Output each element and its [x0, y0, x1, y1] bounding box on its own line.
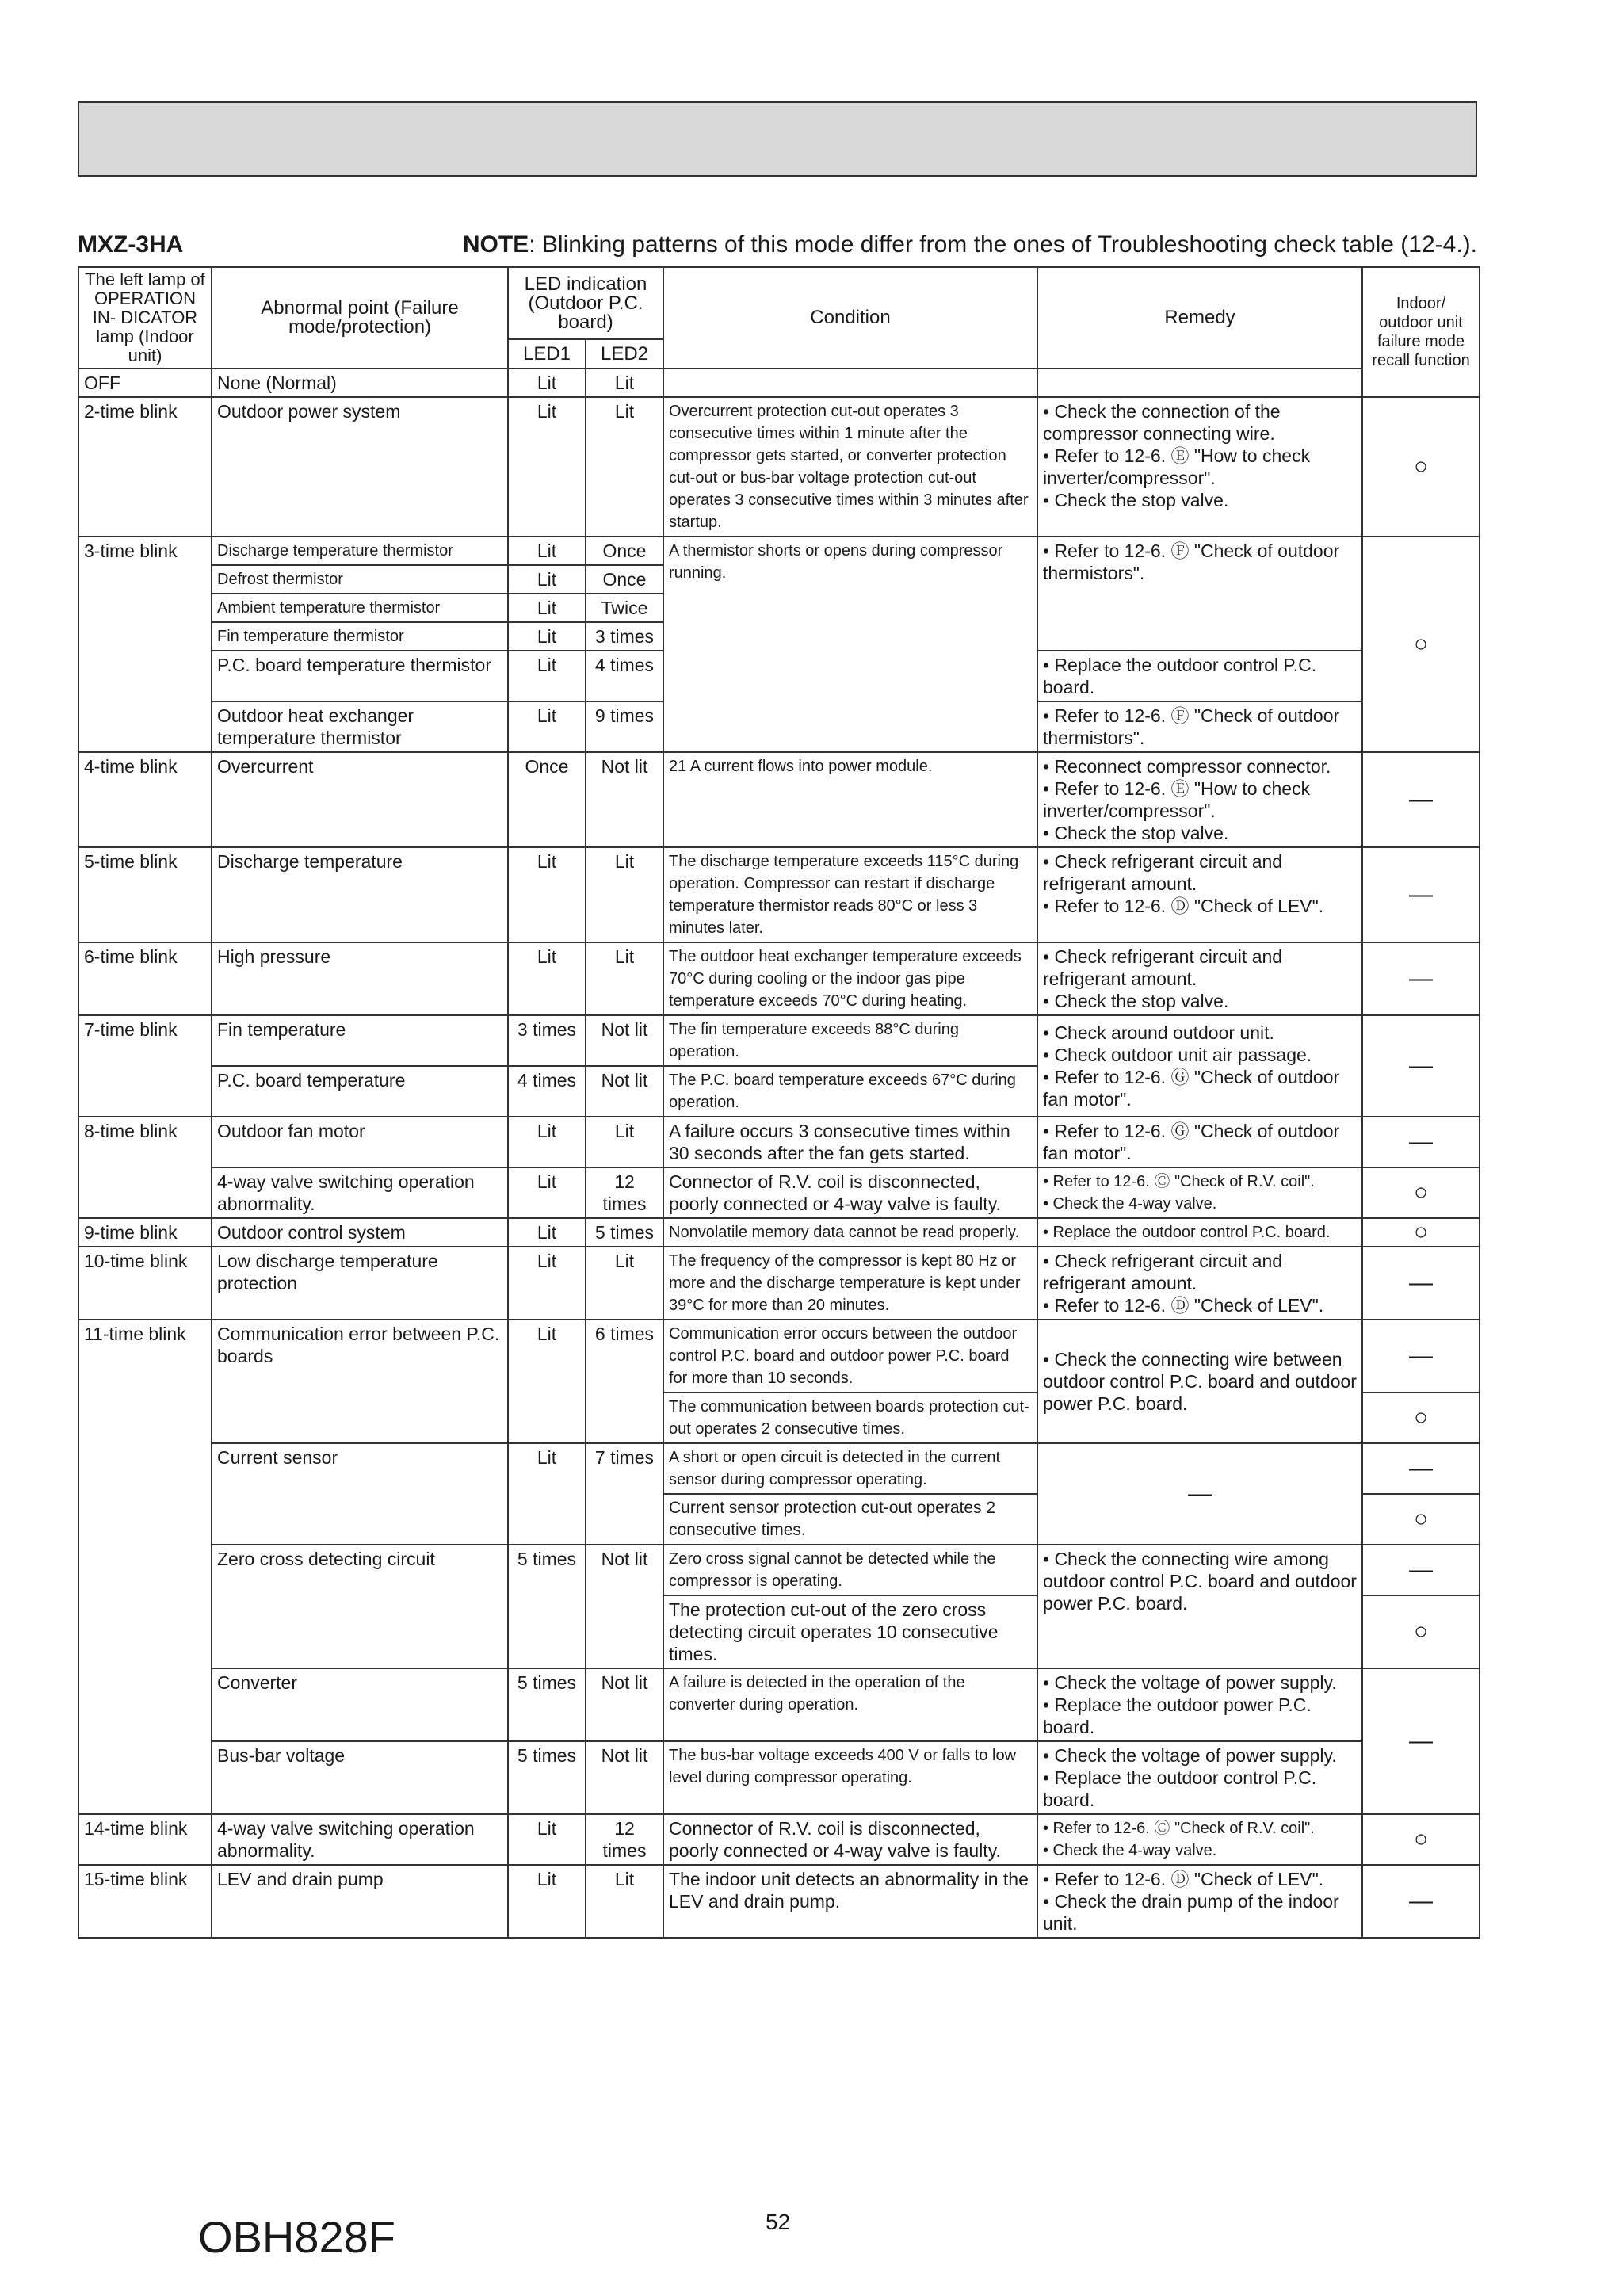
header-led: LED indication (Outdoor P.C. board) — [508, 267, 663, 339]
led2: Lit — [586, 1117, 663, 1167]
remedy — [1037, 397, 1362, 537]
led1: Lit — [508, 1218, 586, 1247]
condition: Overcurrent protection cut-out operates 3 consecutive times within 1 minute after the compressor gets started, or converter protection cut-out or bus-bar voltage protection cut-out operates 3 consecutive times within 3 minutes after startup. — [663, 397, 1037, 537]
condition: The outdoor heat exchanger temperature exceeds 70°C during cooling or the indoor gas pipe temperature exceeds 70°C during heating. — [663, 942, 1037, 1015]
remedy-item: • Refer to 12-6. Ⓖ "Check of outdoor fan motor". — [1043, 1067, 1340, 1110]
remedy: • Refer to 12-6. Ⓕ "Check of outdoor thermistors". — [1037, 701, 1362, 752]
abnormal-point: Defrost thermistor — [212, 565, 508, 594]
header-condition: Condition — [663, 267, 1037, 369]
table-row — [78, 369, 1480, 397]
remedy — [1037, 847, 1362, 942]
led2: Not lit — [586, 1741, 663, 1814]
led2: Once — [586, 565, 663, 594]
led2: 12 times — [586, 1814, 663, 1865]
led1: Lit — [508, 651, 586, 701]
recall-mark: — — [1362, 1247, 1480, 1320]
remedy-item: • Check refrigerant circuit and refrigerant amount. — [1043, 1251, 1283, 1293]
document-code: OBH828F — [198, 2212, 395, 2262]
recall-mark: ○ — [1362, 1595, 1480, 1668]
condition: Connector of R.V. coil is disconnected, poorly connected or 4-way valve is faulty. — [663, 1167, 1037, 1218]
lamp-cell: 11-time blink — [78, 1320, 212, 1814]
led2: Once — [586, 537, 663, 565]
condition: A short or open circuit is detected in the current sensor during compressor operating. — [663, 1443, 1037, 1494]
led1: Lit — [508, 1443, 586, 1545]
remedy-item: • Check the voltage of power supply. — [1043, 1672, 1337, 1693]
condition: The discharge temperature exceeds 115°C during operation. Compressor can restart if discharge temperature thermistor reads 80°C or less 3 minutes later. — [663, 847, 1037, 942]
table-row — [78, 1320, 1480, 1392]
abnormal-point: Outdoor heat exchanger temperature thermistor — [212, 701, 508, 752]
condition: A thermistor shorts or opens during compressor running. — [663, 537, 1037, 752]
note — [463, 231, 1477, 258]
remedy-item: • Check the stop valve. — [1043, 490, 1229, 510]
remedy-item: • Check the voltage of power supply. — [1043, 1745, 1337, 1766]
lamp-cell: 2-time blink — [78, 397, 212, 537]
lamp-cell: 3-time blink — [78, 537, 212, 752]
led2: 12 times — [586, 1167, 663, 1218]
remedy-item: • Check the 4-way valve. — [1043, 1195, 1217, 1213]
recall-mark: — — [1362, 942, 1480, 1015]
note-prefix: NOTE — [462, 231, 529, 258]
lamp-cell: 14-time blink — [78, 1814, 212, 1865]
recall-mark: ○ — [1362, 1392, 1480, 1443]
led1: Lit — [508, 1167, 586, 1218]
led1: 5 times — [508, 1741, 586, 1814]
remedy: • Refer to 12-6. Ⓕ "Check of outdoor thermistors". — [1037, 537, 1362, 651]
abnormal-point: Bus-bar voltage — [212, 1741, 508, 1814]
model-name: MXZ-3HA — [78, 231, 184, 258]
abnormal-point: Converter — [212, 1668, 508, 1741]
recall-mark: — — [1362, 1320, 1480, 1392]
led2: Not lit — [586, 1015, 663, 1066]
remedy: • Replace the outdoor control P.C. board. — [1037, 651, 1362, 701]
led1: 3 times — [508, 1015, 586, 1066]
led2: Lit — [586, 942, 663, 1015]
remedy — [1037, 1015, 1362, 1117]
led2: Twice — [586, 594, 663, 622]
table-row — [78, 537, 1480, 565]
abnormal-point: Outdoor control system — [212, 1218, 508, 1247]
table-row — [78, 1545, 1480, 1595]
abnormal-point: Ambient temperature thermistor — [212, 594, 508, 622]
lamp-cell: 8-time blink — [78, 1117, 212, 1218]
remedy-item: • Refer to 12-6. Ⓓ "Check of LEV". — [1043, 896, 1324, 916]
condition: The indoor unit detects an abnormality in the LEV and drain pump. — [663, 1865, 1037, 1938]
abnormal-point: P.C. board temperature thermistor — [212, 651, 508, 701]
lamp-cell: 5-time blink — [78, 847, 212, 942]
condition: Current sensor protection cut-out operates 2 consecutive times. — [663, 1494, 1037, 1545]
abnormal-point: Fin temperature — [212, 1015, 508, 1066]
lamp-cell: 4-time blink — [78, 752, 212, 847]
abnormal-point: 4-way valve switching operation abnormality. — [212, 1814, 508, 1865]
remedy-item: • Refer to 12-6. Ⓒ "Check of R.V. coil". — [1043, 1820, 1315, 1837]
led1: Lit — [508, 594, 586, 622]
abnormal-point: Fin temperature thermistor — [212, 622, 508, 651]
table-row — [78, 752, 1480, 847]
remedy-item: • Check refrigerant circuit and refrigerant amount. — [1043, 851, 1283, 894]
led2: Not lit — [586, 1066, 663, 1117]
remedy: — — [1037, 1443, 1362, 1545]
header-led2: LED2 — [586, 339, 663, 369]
recall-mark: ○ — [1362, 397, 1480, 537]
table-row — [78, 1117, 1480, 1167]
led1: Lit — [508, 397, 586, 537]
led2: 9 times — [586, 701, 663, 752]
led1: Once — [508, 752, 586, 847]
remedy-item: • Refer to 12-6. Ⓓ "Check of LEV". — [1043, 1869, 1324, 1889]
lamp-cell: 7-time blink — [78, 1015, 212, 1117]
remedy — [1037, 1247, 1362, 1320]
table-row — [78, 847, 1480, 942]
abnormal-point: Discharge temperature thermistor — [212, 537, 508, 565]
led1: Lit — [508, 1247, 586, 1320]
remedy-item: • Check outdoor unit air passage. — [1043, 1045, 1312, 1065]
condition — [663, 369, 1037, 397]
led2: Lit — [586, 1865, 663, 1938]
remedy — [1037, 1865, 1362, 1938]
led1: Lit — [508, 1865, 586, 1938]
header-led1: LED1 — [508, 339, 586, 369]
abnormal-point: Outdoor fan motor — [212, 1117, 508, 1167]
condition: A failure occurs 3 consecutive times within 30 seconds after the fan gets started. — [663, 1117, 1037, 1167]
remedy: • Check the connecting wire between outdoor control P.C. board and outdoor power P.C. board. — [1037, 1320, 1362, 1443]
remedy: • Check the connecting wire among outdoor control P.C. board and outdoor power P.C. board. — [1037, 1545, 1362, 1668]
led2: Not lit — [586, 752, 663, 847]
abnormal-point: High pressure — [212, 942, 508, 1015]
recall-mark: — — [1362, 1443, 1480, 1494]
table-row — [78, 1865, 1480, 1938]
led1: Lit — [508, 942, 586, 1015]
led1: 5 times — [508, 1668, 586, 1741]
table-row — [78, 1814, 1480, 1865]
recall-mark: ○ — [1362, 537, 1480, 752]
condition: The frequency of the compressor is kept 80 Hz or more and the discharge temperature is kept under 39°C for more than 20 minutes. — [663, 1247, 1037, 1320]
remedy — [1037, 1167, 1362, 1218]
note-text: : Blinking patterns of this mode differ from the ones of Troubleshooting check table (12-4.). — [529, 231, 1477, 258]
remedy-item: • Check the 4-way valve. — [1043, 1842, 1217, 1859]
remedy-item: • Replace the outdoor power P.C. board. — [1043, 1694, 1312, 1737]
led2: 3 times — [586, 622, 663, 651]
led2: Not lit — [586, 1545, 663, 1668]
remedy-item: • Reconnect compressor connector. — [1043, 756, 1331, 777]
remedy-item: • Refer to 12-6. Ⓓ "Check of LEV". — [1043, 1295, 1324, 1316]
led2: Lit — [586, 369, 663, 397]
table-row — [78, 1167, 1480, 1218]
table-row — [78, 397, 1480, 537]
remedy-item: • Check refrigerant circuit and refrigerant amount. — [1043, 946, 1283, 989]
condition: The P.C. board temperature exceeds 67°C during operation. — [663, 1066, 1037, 1117]
abnormal-point: Current sensor — [212, 1443, 508, 1545]
page-number: 52 — [766, 2210, 791, 2234]
abnormal-point: Overcurrent — [212, 752, 508, 847]
led1: Lit — [508, 369, 586, 397]
recall-mark: — — [1362, 1545, 1480, 1595]
condition: Connector of R.V. coil is disconnected, poorly connected or 4-way valve is faulty. — [663, 1814, 1037, 1865]
condition: The fin temperature exceeds 88°C during operation. — [663, 1015, 1037, 1066]
condition: 21 A current flows into power module. — [663, 752, 1037, 847]
led1: Lit — [508, 1320, 586, 1443]
remedy-item: • Check the connection of the compressor connecting wire. — [1043, 401, 1281, 444]
remedy — [1037, 1814, 1362, 1865]
remedy — [1037, 1668, 1362, 1741]
led1: Lit — [508, 701, 586, 752]
header-recall: Indoor/ outdoor unit failure mode recall function — [1362, 267, 1480, 397]
table-row — [78, 942, 1480, 1015]
recall-mark: — — [1362, 1668, 1480, 1814]
condition: The bus-bar voltage exceeds 400 V or falls to low level during compressor operating. — [663, 1741, 1037, 1814]
abnormal-point: Outdoor power system — [212, 397, 508, 537]
table-row — [78, 1247, 1480, 1320]
recall-mark: ○ — [1362, 1218, 1480, 1247]
abnormal-point: P.C. board temperature — [212, 1066, 508, 1117]
header-abnormal-point: Abnormal point (Failure mode/protection) — [212, 267, 508, 369]
header-remedy: Remedy — [1037, 267, 1362, 369]
led1: Lit — [508, 847, 586, 942]
header-row — [78, 267, 1480, 339]
abnormal-point: Communication error between P.C. boards — [212, 1320, 508, 1443]
recall-mark: — — [1362, 1117, 1480, 1167]
recall-mark: — — [1362, 1865, 1480, 1938]
abnormal-point: None (Normal) — [212, 369, 508, 397]
condition: Zero cross signal cannot be detected while the compressor is operating. — [663, 1545, 1037, 1595]
lamp-cell: 9-time blink — [78, 1218, 212, 1247]
remedy-item: • Check the drain pump of the indoor unit. — [1043, 1891, 1339, 1934]
lamp-cell: 6-time blink — [78, 942, 212, 1015]
condition: Nonvolatile memory data cannot be read properly. — [663, 1218, 1037, 1247]
led2: Lit — [586, 397, 663, 537]
recall-mark: — — [1362, 1015, 1480, 1117]
remedy-item: • Refer to 12-6. Ⓔ "How to check inverter/compressor". — [1043, 445, 1311, 488]
recall-mark: ○ — [1362, 1814, 1480, 1865]
header-band — [78, 101, 1477, 177]
condition: The communication between boards protection cut-out operates 2 consecutive times. — [663, 1392, 1037, 1443]
remedy — [1037, 369, 1362, 397]
led1: Lit — [508, 1117, 586, 1167]
recall-mark: — — [1362, 752, 1480, 847]
led2: 7 times — [586, 1443, 663, 1545]
led1: 5 times — [508, 1545, 586, 1668]
condition: The protection cut-out of the zero cross detecting circuit operates 10 consecutive times. — [663, 1595, 1037, 1668]
remedy: • Refer to 12-6. Ⓖ "Check of outdoor fan motor". — [1037, 1117, 1362, 1167]
troubleshooting-table — [78, 266, 1480, 1939]
led1: Lit — [508, 622, 586, 651]
header-lamp: The left lamp of OPERATION IN- DICATOR lamp (Indoor unit) — [78, 267, 212, 369]
led1: Lit — [508, 537, 586, 565]
remedy-item: • Refer to 12-6. Ⓔ "How to check inverter/compressor". — [1043, 778, 1311, 821]
lamp-cell: 10-time blink — [78, 1247, 212, 1320]
remedy-item: • Refer to 12-6. Ⓒ "Check of R.V. coil". — [1043, 1173, 1315, 1190]
abnormal-point: Low discharge temperature protection — [212, 1247, 508, 1320]
condition: Communication error occurs between the outdoor control P.C. board and outdoor power P.C. board for more than 10 seconds. — [663, 1320, 1037, 1392]
table-row — [78, 1218, 1480, 1247]
abnormal-point: 4-way valve switching operation abnormality. — [212, 1167, 508, 1218]
recall-mark: ○ — [1362, 1494, 1480, 1545]
table-row — [78, 1015, 1480, 1066]
remedy-item: • Check around outdoor unit. — [1043, 1022, 1274, 1043]
led2: Lit — [586, 847, 663, 942]
remedy-item: • Check the stop valve. — [1043, 823, 1229, 843]
remedy — [1037, 1741, 1362, 1814]
recall-mark: — — [1362, 847, 1480, 942]
led2: Lit — [586, 1247, 663, 1320]
led1: Lit — [508, 1814, 586, 1865]
abnormal-point: LEV and drain pump — [212, 1865, 508, 1938]
lamp-cell: OFF — [78, 369, 212, 397]
abnormal-point: Zero cross detecting circuit — [212, 1545, 508, 1668]
led2: Not lit — [586, 1668, 663, 1741]
recall-mark: ○ — [1362, 1167, 1480, 1218]
led2: 6 times — [586, 1320, 663, 1443]
remedy-item: • Check the stop valve. — [1043, 991, 1229, 1011]
condition: A failure is detected in the operation of the converter during operation. — [663, 1668, 1037, 1741]
abnormal-point: Discharge temperature — [212, 847, 508, 942]
led2: 5 times — [586, 1218, 663, 1247]
remedy — [1037, 752, 1362, 847]
led1: 4 times — [508, 1066, 586, 1117]
remedy: • Replace the outdoor control P.C. board. — [1037, 1218, 1362, 1247]
led2: 4 times — [586, 651, 663, 701]
remedy — [1037, 942, 1362, 1015]
remedy-item: • Replace the outdoor control P.C. board. — [1043, 1767, 1317, 1810]
led1: Lit — [508, 565, 586, 594]
table-row — [78, 1443, 1480, 1494]
lamp-cell: 15-time blink — [78, 1865, 212, 1938]
